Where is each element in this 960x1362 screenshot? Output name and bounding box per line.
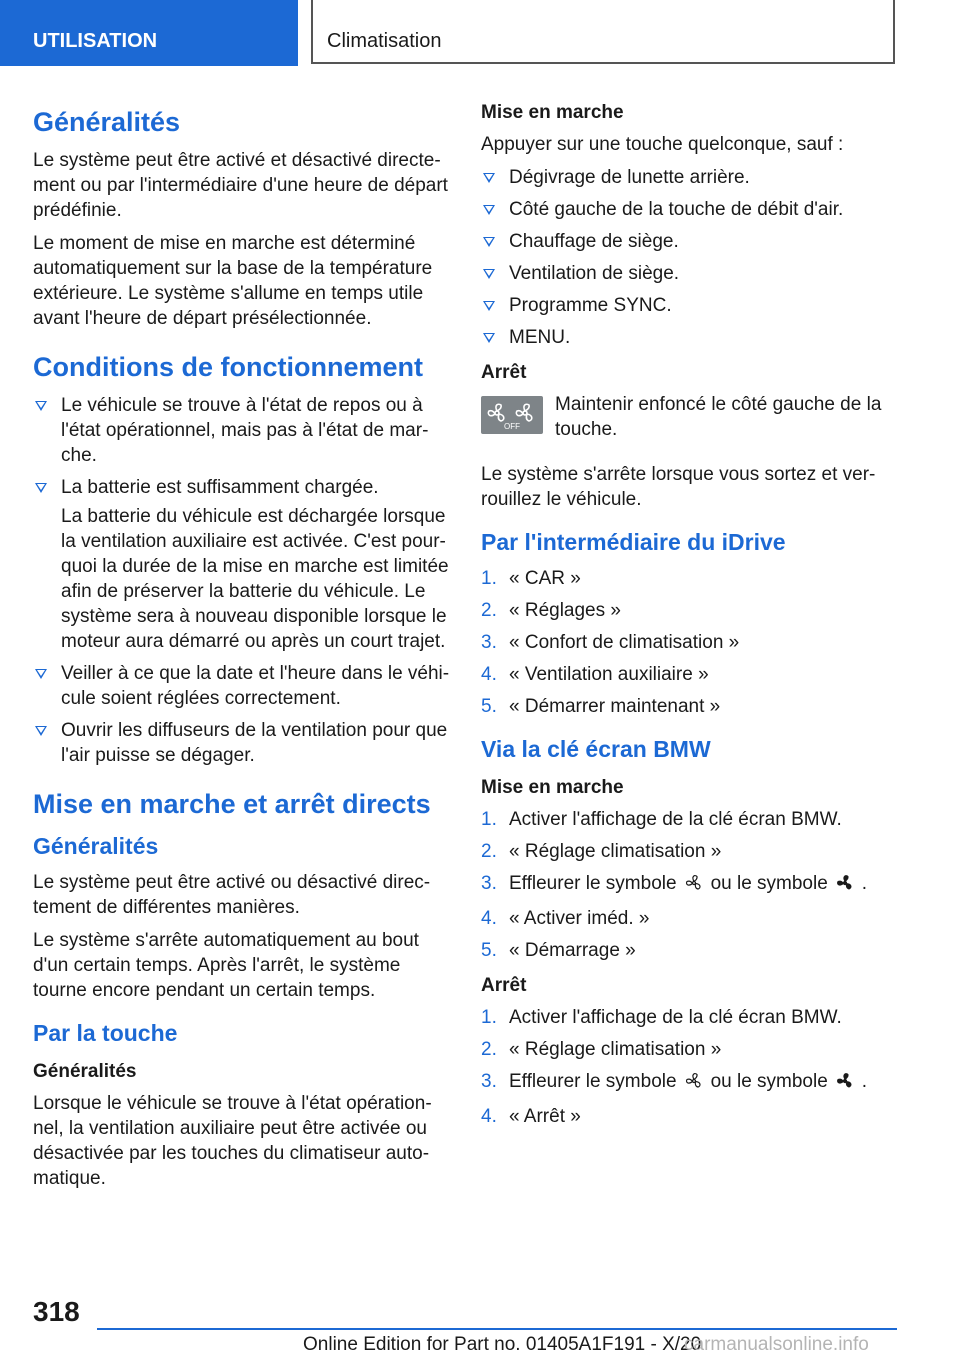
heading-par-la-touche: Par la touche — [33, 1020, 178, 1046]
list-item-text: MENU. — [509, 327, 571, 348]
page-header — [0, 0, 960, 66]
step-text: . — [861, 1071, 868, 1092]
list-item — [481, 293, 891, 318]
step-text: Activer l'affichage de la clé écran BMW. — [509, 1007, 842, 1028]
heading-arret-2: Arrêt — [481, 975, 527, 996]
step-text: ou le symbole — [710, 873, 828, 894]
fan-filled-icon — [836, 1072, 854, 1097]
list-item — [481, 1005, 891, 1030]
key-on-steps — [481, 807, 891, 963]
list-item — [481, 938, 891, 963]
step-number: 1. — [481, 1007, 497, 1028]
list-item-text: Veiller à ce que la date et l'heure dans le véhicule soient réglées correctement. — [61, 663, 450, 709]
fan-filled-icon — [836, 874, 854, 899]
triangle-bullet-icon — [35, 669, 47, 679]
triangle-bullet-icon — [35, 726, 47, 736]
idrive-steps — [481, 566, 891, 719]
step-text: « Confort de climatisation » — [509, 632, 740, 653]
list-item-text: Chauffage de siège. — [509, 231, 679, 252]
heading-idrive: Par l'intermédiaire du iDrive — [481, 529, 786, 555]
conditions-list — [33, 393, 451, 768]
heading-mise-en-marche: Mise en marche — [481, 102, 624, 123]
list-item — [33, 718, 451, 768]
list-item-text: Ouvrir les diffuseurs de la ventilation pour que l'air puisse se dégager. — [61, 720, 448, 766]
paragraph: Le système s'arrête lorsque vous sortez et verrouillez le véhicule. — [481, 464, 876, 510]
step-number: 5. — [481, 696, 497, 717]
step-text: Effleurer le symbole — [509, 1071, 677, 1092]
step-number: 2. — [481, 1039, 497, 1060]
step-number: 1. — [481, 568, 497, 589]
heading-conditions: Conditions de fonctionnement — [33, 352, 423, 382]
list-item — [481, 839, 891, 864]
step-number: 4. — [481, 1106, 497, 1127]
triangle-bullet-icon — [483, 333, 495, 343]
page-number: 318 — [33, 1296, 80, 1327]
fan-outline-icon — [685, 1072, 703, 1097]
step-number: 3. — [481, 1071, 497, 1092]
list-item — [481, 261, 891, 286]
triangle-bullet-icon — [483, 301, 495, 311]
list-item — [481, 694, 891, 719]
list-item-text: La batterie est suffisamment chargée. — [61, 477, 379, 498]
step-text: « Ventilation auxiliaire » — [509, 664, 709, 685]
step-text: « Réglage climatisation » — [509, 841, 722, 862]
list-item — [481, 598, 891, 623]
battery-note: La batterie du véhicule est déchargée lorsque la ventilation auxiliaire est activée. C'est pourquoi la durée de la mise en marche est limitée afin de préserver la batterie du véhicule. Le système sera à nouveau disponible lorsque le moteur aura démarré ou après un court trajet. — [61, 506, 449, 652]
list-item-text: Côté gauche de la touche de débit d'air. — [509, 199, 844, 220]
step-text: « Démarrer maintenant » — [509, 696, 721, 717]
step-text: . — [861, 873, 868, 894]
step-number: 5. — [481, 940, 497, 961]
off-button-label: OFF — [504, 422, 520, 431]
off-instruction-block — [481, 392, 891, 452]
paragraph: Appuyer sur une touche quelconque, sauf : — [481, 134, 844, 155]
triangle-bullet-icon — [483, 269, 495, 279]
step-number: 4. — [481, 908, 497, 929]
edition-text: Online Edition for Part no. 01405A1F191 - X/20 — [303, 1334, 702, 1355]
list-item — [481, 1104, 891, 1129]
step-text: Activer l'affichage de la clé écran BMW. — [509, 809, 842, 830]
list-item — [481, 165, 891, 190]
step-number: 1. — [481, 809, 497, 830]
heading-generalites-2: Généralités — [33, 833, 159, 859]
chapter-title: Climatisation — [311, 0, 895, 64]
off-instruction-text: Maintenir enfoncé le côté gauche de la touche. — [555, 394, 882, 440]
step-number: 3. — [481, 873, 497, 894]
left-column — [33, 100, 451, 1199]
heading-arret: Arrêt — [481, 362, 527, 383]
list-item-text: Dégivrage de lunette arrière. — [509, 167, 750, 188]
triangle-bullet-icon — [483, 205, 495, 215]
list-item-text: Ventilation de siège. — [509, 263, 680, 284]
step-text: « CAR » — [509, 568, 581, 589]
list-item — [481, 1037, 891, 1062]
watermark: carmanualsonline.info — [684, 1334, 869, 1355]
ventilation-off-button-icon — [481, 396, 543, 434]
step-text: Effleurer le symbole — [509, 873, 677, 894]
list-item — [33, 661, 451, 711]
heading-generalites: Généralités — [33, 107, 181, 137]
list-item-text: Programme SYNC. — [509, 295, 672, 316]
heading-mise-en-marche-directs: Mise en marche et arrêt directs — [33, 789, 431, 819]
paragraph: Le système s'arrête automatiquement au bout d'un certain temps. Après l'arrêt, le système tourne encore pendant un certain temps. — [33, 930, 419, 1001]
list-item — [481, 325, 891, 350]
section-tab: UTILISATION — [0, 0, 298, 66]
list-item — [33, 475, 451, 654]
list-item — [481, 1069, 891, 1097]
list-item — [481, 630, 891, 655]
heading-mise-en-marche-2: Mise en marche — [481, 777, 624, 798]
heading-cle-ecran: Via la clé écran BMW — [481, 736, 711, 762]
step-number: 4. — [481, 664, 497, 685]
list-item — [33, 393, 451, 468]
triangle-bullet-icon — [35, 483, 47, 493]
triangle-bullet-icon — [483, 237, 495, 247]
paragraph: Lorsque le véhicule se trouve à l'état opérationnel, la ventilation auxiliaire peut être activée ou désactivée par les touches du climatiseur automatique. — [33, 1093, 432, 1189]
paragraph: Le moment de mise en marche est déterminé automatiquement sur la base de la température extérieure. Le système s'allume en temps utile avant l'heure de départ présélectionnée. — [33, 233, 433, 329]
heading-generalites-3: Généralités — [33, 1061, 137, 1082]
list-item — [481, 566, 891, 591]
list-item — [481, 906, 891, 931]
list-item — [481, 662, 891, 687]
step-text: « Réglage climatisation » — [509, 1039, 722, 1060]
fan-outline-icon — [685, 874, 703, 899]
right-column — [481, 100, 891, 1137]
list-item — [481, 871, 891, 899]
list-item — [481, 807, 891, 832]
exceptions-list — [481, 165, 891, 350]
paragraph: Le système peut être activé et désactivé directement ou par l'intermédiaire d'une heure de départ prédéfinie. — [33, 150, 448, 221]
list-item — [481, 197, 891, 222]
step-number: 3. — [481, 632, 497, 653]
list-item — [481, 229, 891, 254]
step-number: 2. — [481, 600, 497, 621]
list-item-text: Le véhicule se trouve à l'état de repos ou à l'état opérationnel, mais pas à l'état de marche. — [61, 395, 429, 466]
triangle-bullet-icon — [35, 401, 47, 411]
footer-divider — [97, 1328, 897, 1330]
step-text: « Activer iméd. » — [509, 908, 650, 929]
step-number: 2. — [481, 841, 497, 862]
key-off-steps — [481, 1005, 891, 1129]
step-text: « Arrêt » — [509, 1106, 581, 1127]
step-text: « Démarrage » — [509, 940, 636, 961]
step-text: « Réglages » — [509, 600, 621, 621]
paragraph: Le système peut être activé ou désactivé directement de différentes manières. — [33, 872, 431, 918]
triangle-bullet-icon — [483, 173, 495, 183]
step-text: ou le symbole — [710, 1071, 828, 1092]
